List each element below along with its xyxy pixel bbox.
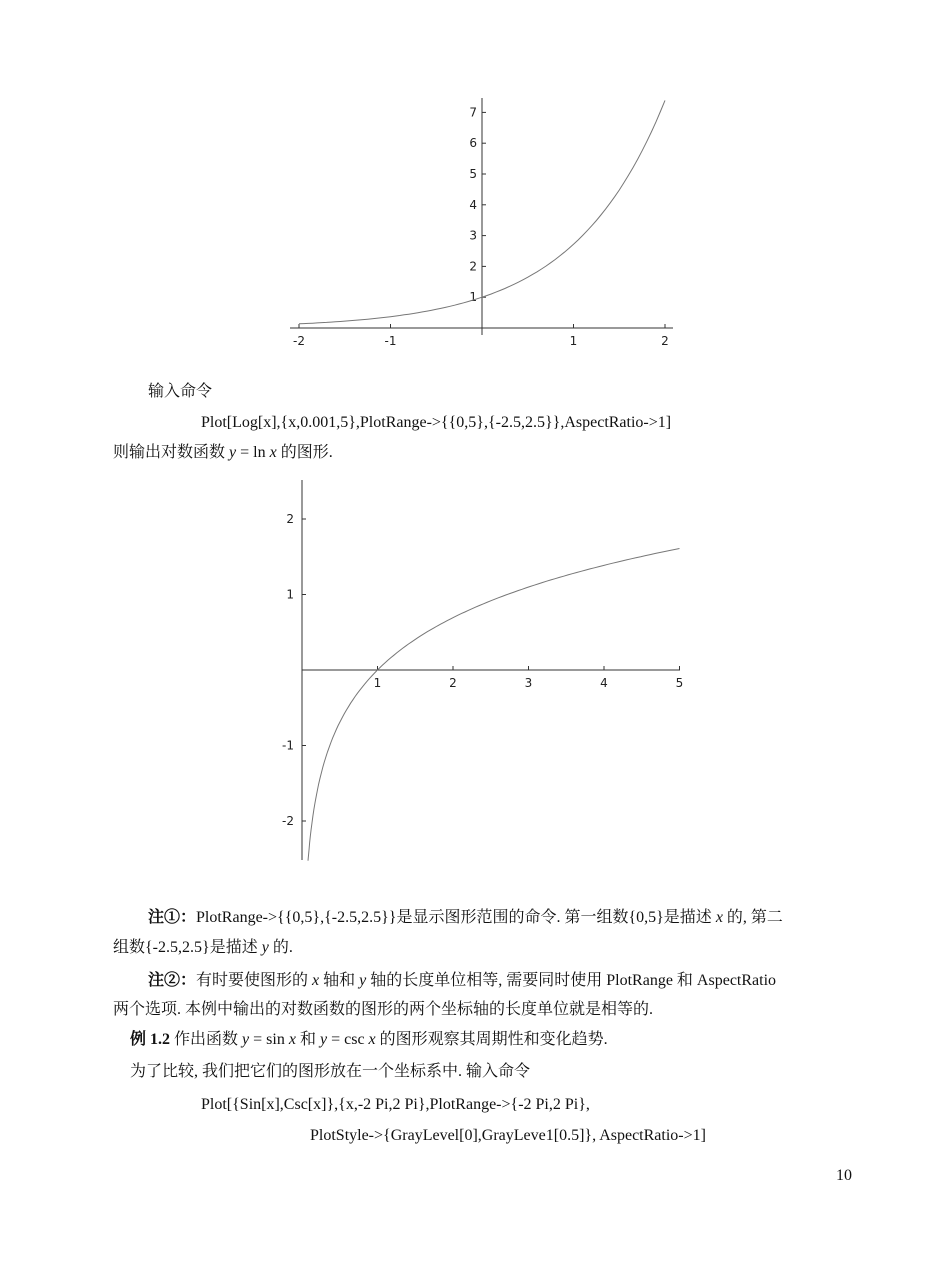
note1-text-b: 的, 第二	[722, 909, 783, 926]
ex-x2: x	[368, 1031, 376, 1048]
ex-y2: y	[319, 1031, 328, 1048]
page-number: 10	[836, 1167, 852, 1184]
x-tick-label: 5	[675, 676, 684, 690]
note2-label: 注②：	[148, 972, 197, 989]
ex-and: 和	[295, 1031, 316, 1048]
note1-y: y	[261, 939, 269, 956]
compare-line: 为了比较, 我们把它们的图形放在一个坐标系中. 输入命令	[130, 1063, 531, 1080]
var-x: x	[269, 444, 277, 461]
eq: =	[236, 444, 250, 461]
note1-line2-b: 的.	[268, 939, 293, 956]
output-log-line	[113, 443, 333, 463]
y-tick-label: 3	[469, 228, 477, 243]
var-y: y	[229, 444, 237, 461]
ex-x1: x	[288, 1031, 296, 1048]
note1-line2	[113, 938, 293, 958]
x-tick-label: -2	[293, 334, 305, 348]
example-label: 例 1.2	[130, 1031, 171, 1048]
note2-x: x	[312, 972, 320, 989]
note2-line2: 两个选项. 本例中输出的对数函数的图形的两个坐标轴的长度单位就是相等的.	[113, 1001, 654, 1018]
intro-input: 输入命令	[148, 383, 213, 400]
x-tick-label: 2	[661, 334, 669, 348]
ex-csc: csc	[344, 1031, 365, 1048]
note2-line1	[148, 971, 776, 991]
note1-line1	[148, 908, 783, 928]
y-tick-label: -1	[282, 738, 294, 753]
command2-line1: Plot[{Sin[x],Csc[x]},{x,-2 Pi,2 Pi},PlotRange->{-2 Pi,2 Pi},	[201, 1096, 590, 1113]
y-tick-label: 7	[469, 105, 477, 120]
x-tick-label: 1	[373, 676, 382, 690]
y-tick-label: 5	[469, 167, 477, 181]
note1-x: x	[715, 909, 723, 926]
x-tick-label: 4	[600, 676, 608, 690]
example-text-a: 作出函数	[170, 1031, 239, 1048]
command-log: Plot[Log[x],{x,0.001,5},PlotRange->{{0,5},{-2.5,2.5}},AspectRatio->1]	[201, 414, 672, 431]
x-tick-label: 3	[524, 676, 533, 690]
example-text-b: 的图形观察其周期性和变化趋势.	[375, 1031, 608, 1048]
y-tick-label: 2	[469, 259, 477, 274]
x-tick-label: 2	[449, 676, 457, 690]
y-tick-label: 4	[469, 197, 477, 212]
output-before: 则输出对数函数	[113, 444, 226, 461]
y-tick-label: -2	[282, 814, 294, 828]
note2-text-a: 有时要使图形的	[196, 972, 309, 989]
ex-eq1: =	[249, 1031, 263, 1048]
command2-line2: PlotStyle->{GrayLevel[0],GrayLeve1[0.5]}, AspectRatio->1]	[310, 1127, 706, 1144]
note2-text-b: 轴和	[319, 972, 356, 989]
note1-text-a: PlotRange->{{0,5},{-2.5,2.5}}是显示图形范围的命令. 第一组数{0,5}是描述	[196, 909, 712, 926]
note2-y: y	[359, 972, 367, 989]
output-after: 的图形.	[276, 444, 333, 461]
note1-line2-a: 组数{-2.5,2.5}是描述	[113, 939, 258, 956]
note1-label: 注①：	[148, 909, 197, 926]
ex-sin: sin	[266, 1031, 285, 1048]
exp-plot	[280, 90, 690, 360]
y-tick-label: 1	[286, 587, 294, 602]
log-curve	[308, 549, 680, 861]
ex-y1: y	[242, 1031, 250, 1048]
ln: ln	[253, 444, 266, 461]
y-tick-label: 6	[469, 136, 477, 151]
x-tick-label: 1	[569, 334, 578, 348]
note2-text-c: 轴的长度单位相等, 需要同时使用 PlotRange 和 AspectRatio	[366, 972, 777, 989]
example-line	[130, 1030, 608, 1050]
y-tick-label: 1	[469, 290, 477, 305]
x-tick-label: -1	[384, 334, 397, 348]
y-tick-label: 2	[286, 512, 294, 526]
ex-eq2: =	[327, 1031, 341, 1048]
log-plot	[270, 475, 700, 870]
